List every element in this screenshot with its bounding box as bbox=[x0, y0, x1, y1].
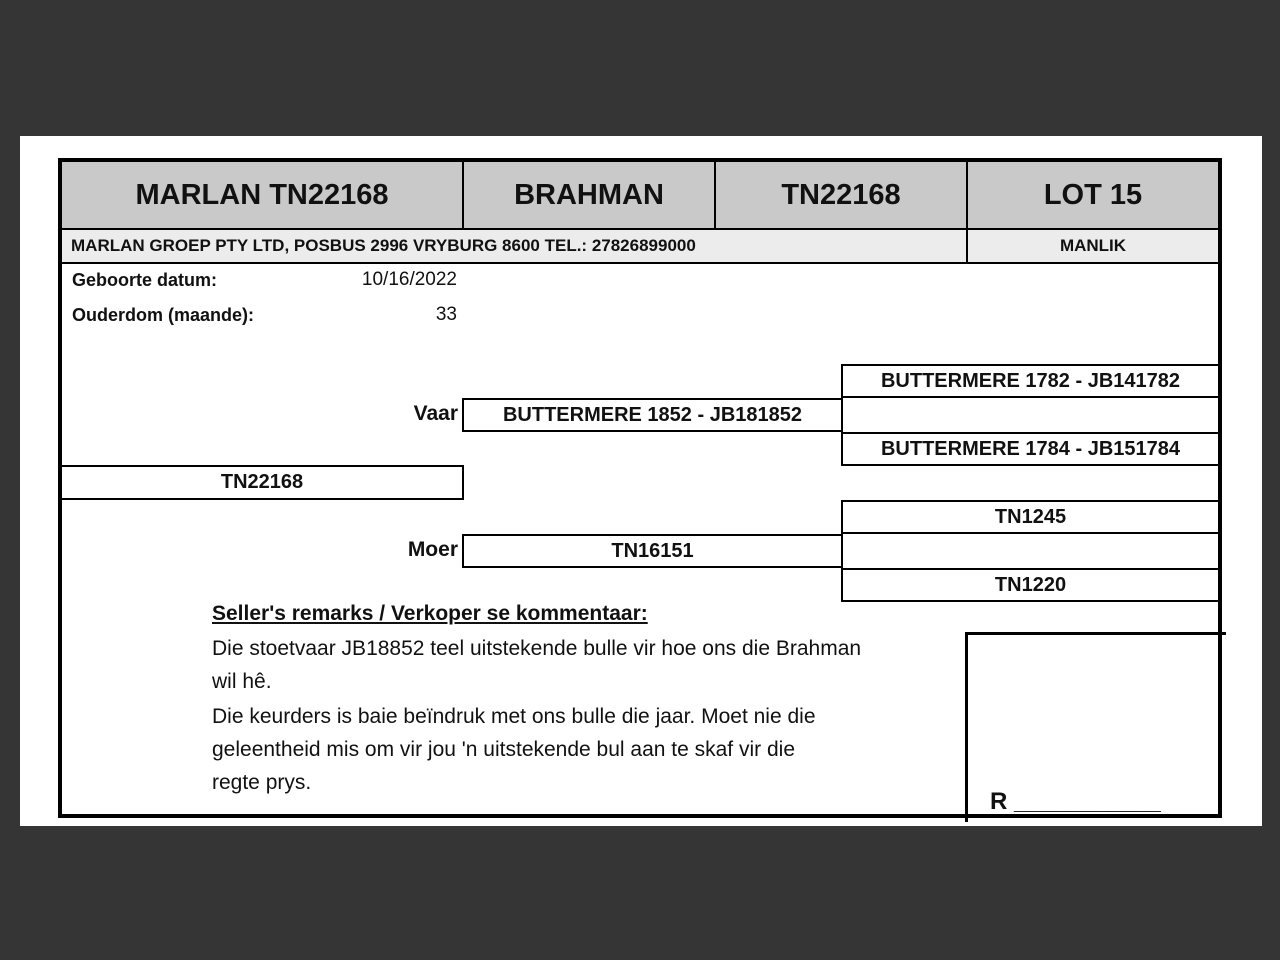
dam-dam-box: TN1220 bbox=[841, 568, 1218, 602]
sire-box: BUTTERMERE 1852 - JB181852 bbox=[462, 398, 841, 432]
price-box bbox=[965, 632, 1226, 822]
remarks-title: Seller's remarks / Verkoper se kommentaar: bbox=[212, 602, 648, 625]
sire-connector bbox=[841, 398, 1218, 432]
dam-box: TN16151 bbox=[462, 534, 841, 568]
remarks-section bbox=[212, 602, 862, 799]
price-field[interactable]: R ___________ bbox=[990, 788, 1161, 815]
sex-value: MANLIK bbox=[968, 230, 1218, 264]
lot-header: LOT 15 bbox=[968, 162, 1218, 230]
lot-card bbox=[58, 158, 1222, 818]
sire-sire-box: BUTTERMERE 1782 - JB141782 bbox=[841, 364, 1218, 398]
breed-header: BRAHMAN bbox=[464, 162, 716, 230]
animal-box: TN22168 bbox=[62, 465, 464, 500]
age-value: 33 bbox=[435, 304, 457, 325]
id-header: TN22168 bbox=[716, 162, 968, 230]
dam-sire-box: TN1245 bbox=[841, 500, 1218, 534]
remarks-paragraph-2: Die keurders is baie beïndruk met ons bulle die jaar. Moet nie die geleentheid mis om vir jou 'n uitstekende bul aan te skaf vir die regte prys. bbox=[212, 705, 816, 794]
sire-dam-box: BUTTERMERE 1784 - JB151784 bbox=[841, 432, 1218, 466]
sire-label: Vaar bbox=[413, 402, 458, 425]
birth-date-value: 10/16/2022 bbox=[361, 269, 457, 290]
owner-details: MARLAN GROEP PTY LTD, POSBUS 2996 VRYBURG 8600 TEL.: 27826899000 bbox=[62, 230, 968, 264]
dam-label: Moer bbox=[407, 538, 458, 561]
age-label: Ouderdom (maande): bbox=[72, 305, 255, 325]
dam-connector bbox=[841, 534, 1218, 568]
remarks-paragraph-1: Die stoetvaar JB18852 teel uitstekende bulle vir hoe ons die Brahman wil hê. bbox=[212, 637, 862, 693]
animal-name-header: MARLAN TN22168 bbox=[62, 162, 464, 230]
birth-date-label: Geboorte datum: bbox=[72, 270, 218, 290]
